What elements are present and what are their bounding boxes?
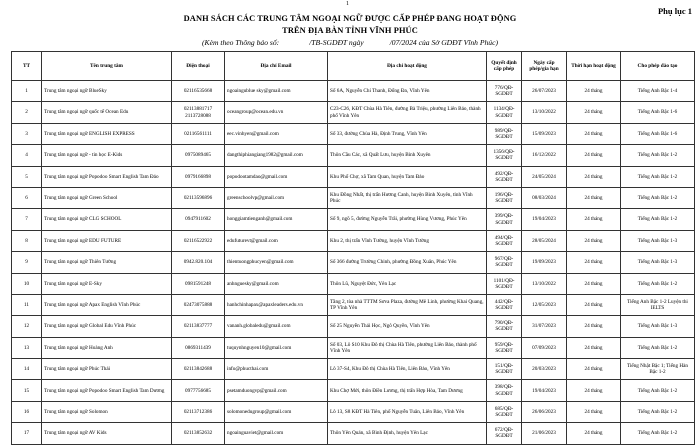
cell-date: 16/12/2022 — [522, 145, 567, 166]
cell-tt: 16 — [12, 401, 42, 422]
document-title-line2: TRÊN ĐỊA BÀN TỈNH VĨNH PHÚC — [282, 26, 418, 35]
table-row — [12, 423, 695, 444]
cell-duration: 24 tháng — [567, 230, 621, 251]
cell-duration: 24 tháng — [567, 102, 621, 123]
cell-phone: 02116561111 — [172, 123, 225, 144]
cell-decision: 196/QĐ-SGDĐT — [487, 187, 522, 208]
cell-email: psetamduongvp@gmail.com — [225, 380, 328, 401]
cell-duration: 24 tháng — [567, 187, 621, 208]
cell-email: greenschoolvp@gmail.com — [225, 187, 328, 208]
cell-name: Trung tâm ngoại ngữ Green School — [42, 187, 172, 208]
cell-name: Trung tâm ngoại ngữ BlueSky — [42, 81, 172, 102]
cell-duration: 24 tháng — [567, 273, 621, 294]
table-row — [12, 230, 695, 251]
cell-program: Tiếng Anh Bậc 1-2 — [621, 401, 695, 422]
cell-email: info@phucthai.com — [225, 359, 328, 380]
cell-tt: 7 — [12, 209, 42, 230]
cell-tt: 9 — [12, 252, 42, 273]
cell-tt: 5 — [12, 166, 42, 187]
header-name: Tên trung tâm — [42, 52, 172, 81]
cell-name: Trung tâm ngoại ngữ Thiên Tường — [42, 252, 172, 273]
cell-phone: 02113712386 — [172, 401, 225, 422]
header-email: Địa chỉ Email — [225, 52, 328, 81]
cell-duration: 24 tháng — [567, 337, 621, 358]
cell-tt: 14 — [12, 359, 42, 380]
table-row — [12, 145, 695, 166]
cell-address: Khu 2, thị trấn Vĩnh Tường, huyện Vĩnh Tường — [328, 230, 487, 251]
cell-email: honggiamtienganh@gmail.com — [225, 209, 328, 230]
cell-address: Số 9, ngõ 5, đường Nguyễn Trãi, phường Hùng Vương, Phúc Yên — [328, 209, 487, 230]
cell-date: 15/09/2023 — [522, 123, 567, 144]
cell-program: Tiếng Anh Bậc 1-2 — [621, 209, 695, 230]
table-row — [12, 359, 695, 380]
header-phone: Điện thoại — [172, 52, 225, 81]
cell-tt: 17 — [12, 423, 42, 444]
cell-date: 13/10/2022 — [522, 273, 567, 294]
cell-program: Tiếng Anh Bậc 1-3 — [621, 316, 695, 337]
cell-name: Trung tâm ngoại ngữ Popodoo Smart English Tam Đảo — [42, 166, 172, 187]
cell-decision: 1101/QĐ-SGDĐT — [487, 273, 522, 294]
cell-name: Trung tâm ngoại ngữ CLG SCHOOL — [42, 209, 172, 230]
cell-email: vananh.globaledu@gmail.com — [225, 316, 328, 337]
subtitle-part1: (Kèm theo Thông báo số: — [201, 38, 280, 47]
cell-program: Tiếng Anh Bậc 1-6 — [621, 123, 695, 144]
cell-tt: 3 — [12, 123, 42, 144]
header-address: Địa chỉ hoạt động — [328, 52, 487, 81]
cell-date: 12/05/2023 — [522, 294, 567, 315]
cell-program: Tiếng Anh Bậc 1-6 — [621, 102, 695, 123]
cell-date: 26/06/2023 — [522, 401, 567, 422]
cell-name: Trung tâm ngoại ngữ Global Edu Vĩnh Phúc — [42, 316, 172, 337]
cell-address: Số 03, Lô S10 Khu Đô thị Chùa Hà Tiên, phường Liên Bảo, thành phố Vĩnh Yên — [328, 337, 487, 358]
table-row — [12, 166, 695, 187]
cell-decision: 1356/QĐ-SGDĐT — [487, 145, 522, 166]
cell-address: Thôn Cầu Các, xã Quất Lưu, huyện Bình Xuyên — [328, 145, 487, 166]
cell-program: Tiếng Anh Bậc 1-2 — [621, 273, 695, 294]
cell-decision: 989/QĐ-SGDĐT — [487, 123, 522, 144]
cell-duration: 24 tháng — [567, 123, 621, 144]
cell-date: 08/03/2024 — [522, 187, 567, 208]
cell-address: C23-C26, KĐT Chùa Hà Tiên, đường Bà Triệu, phường Liên Bảo, thành phố Vĩnh Yên — [328, 102, 487, 123]
cell-date: 28/05/2024 — [522, 230, 567, 251]
table-row — [12, 209, 695, 230]
cell-duration: 24 tháng — [567, 81, 621, 102]
cell-date: 07/09/2023 — [522, 337, 567, 358]
table-row — [12, 316, 695, 337]
cell-program: Tiếng Anh Bậc 1-2 — [621, 423, 695, 444]
cell-phone: 0975089465 — [172, 145, 225, 166]
cell-email: thientuongphucyen@gmail.com — [225, 252, 328, 273]
cell-address: Thôn Yên Quán, xã Bình Định, huyện Yên Lạc — [328, 423, 487, 444]
cell-name: Trung tâm ngoại ngữ - tin học E-Kids — [42, 145, 172, 166]
cell-phone: 02113842688 — [172, 359, 225, 380]
cell-date: 26/07/2023 — [522, 81, 567, 102]
cell-address: Số 25 Nguyễn Thái Học, Ngô Quyền, Vĩnh Yên — [328, 316, 487, 337]
cell-name: Trung tâm ngoại ngữ Phúc Thái — [42, 359, 172, 380]
document-subtitle — [0, 38, 700, 47]
cell-program: Tiếng Anh Bậc 1-3 — [621, 230, 695, 251]
cell-date: 24/05/2024 — [522, 166, 567, 187]
cell-tt: 8 — [12, 230, 42, 251]
header-tt: TT — [12, 52, 42, 81]
cell-email: eec.vinhyen@gmail.com — [225, 123, 328, 144]
header-decision: Quyết định cấp phép — [487, 52, 522, 81]
subtitle-part2: /TB-SGDĐT ngày — [309, 38, 364, 47]
cell-tt: 10 — [12, 273, 42, 294]
cell-duration: 24 tháng — [567, 359, 621, 380]
cell-tt: 4 — [12, 145, 42, 166]
cell-email: oceangroup@ocean.edu.vn — [225, 102, 328, 123]
cell-tt: 13 — [12, 337, 42, 358]
cell-program: Tiếng Anh Bậc 1-2 — [621, 380, 695, 401]
table-row — [12, 123, 695, 144]
cell-address: Số 366 đường Trường Chinh, phường Đồng Xuân, Phúc Yên — [328, 252, 487, 273]
cell-date: 19/04/2023 — [522, 209, 567, 230]
cell-duration: 24 tháng — [567, 166, 621, 187]
cell-email: tuquynhnguyen10@gmail.com — [225, 337, 328, 358]
cell-name: Trung tâm ngoại ngữ E-Sky — [42, 273, 172, 294]
cell-phone: 02113596896 — [172, 187, 225, 208]
cell-phone: 0977756685 — [172, 380, 225, 401]
cell-decision: 442/QĐ-SGDĐT — [487, 294, 522, 315]
cell-tt: 15 — [12, 380, 42, 401]
cell-program: Tiếng Anh Bậc 1-2 — [621, 337, 695, 358]
cell-address: Số 6A, Nguyễn Chí Thanh, Đống Đa, Vĩnh Yên — [328, 81, 487, 102]
table-row — [12, 81, 695, 102]
cell-program: Tiếng Anh Bậc 1-3 — [621, 252, 695, 273]
cell-decision: 492/QĐ-SGDĐT — [487, 166, 522, 187]
table-row — [12, 294, 695, 315]
cell-tt: 2 — [12, 102, 42, 123]
cell-address: Lô 13, S8 KĐT Hà Tiên, phố Nguyễn Tuân, Liên Bảo, Vĩnh Yên — [328, 401, 487, 422]
cell-phone: 0979166898 — [172, 166, 225, 187]
cell-program: Tiếng Anh Bậc 1-2 — [621, 166, 695, 187]
subtitle-part3: /07/2024 của Sở GDĐT Vĩnh Phúc) — [389, 38, 499, 47]
cell-phone: 0947911602 — [172, 209, 225, 230]
cell-address: Số 33, đường Chùa Hà, Định Trung, Vĩnh Yên — [328, 123, 487, 144]
cell-decision: 672/QĐ-SGDĐT — [487, 423, 522, 444]
header-duration: Thời hạn hoạt động — [567, 52, 621, 81]
cell-phone: 02113881717 2113728088 — [172, 102, 225, 123]
cell-program: Tiếng Anh Bậc 1-2 Luyện thi IELTS — [621, 294, 695, 315]
cell-decision: 967/QĐ-SGDĐT — [487, 252, 522, 273]
cell-decision: 399/QĐ-SGDĐT — [487, 209, 522, 230]
table-row — [12, 273, 695, 294]
cell-decision: 494/QĐ-SGDĐT — [487, 230, 522, 251]
cell-program: Tiếng Anh Bậc 1-2 — [621, 145, 695, 166]
cell-date: 20/03/2023 — [522, 359, 567, 380]
cell-phone: 02113837777 — [172, 316, 225, 337]
cell-program: Tiếng Nhật Bậc 1; Tiếng Hàn Bậc 1-2 — [621, 359, 695, 380]
table-row — [12, 187, 695, 208]
cell-decision: 959/QĐ-SGDĐT — [487, 337, 522, 358]
cell-name: Trung tâm ngoại ngữ quốc tế Ocean Edu — [42, 102, 172, 123]
cell-name: Trung tâm ngoại ngữ Apax English Vĩnh Phúc — [42, 294, 172, 315]
cell-date: 19/04/2023 — [522, 380, 567, 401]
cell-decision: 1134/QĐ-SGDĐT — [487, 102, 522, 123]
cell-phone: 0981591248 — [172, 273, 225, 294]
cell-date: 13/10/2022 — [522, 102, 567, 123]
table-row — [12, 102, 695, 123]
cell-email: anhnguesky@gmail.com — [225, 273, 328, 294]
cell-name: Trung tâm ngoại ngữ Popodoo Smart English Tam Dương — [42, 380, 172, 401]
cell-name: Trung tâm ngoại ngữ ENGLISH EXPRESS — [42, 123, 172, 144]
cell-name: Trung tâm ngoại ngữ Hoàng Anh — [42, 337, 172, 358]
cell-address: Lô 37-S4, Khu Đô thị Chùa Hà Tiên, Liên Bảo, Vĩnh Yên — [328, 359, 487, 380]
table-row — [12, 380, 695, 401]
cell-decision: 398/QĐ-SGDĐT — [487, 380, 522, 401]
table-header-row — [12, 52, 695, 81]
appendix-label: Phụ lục 1 — [657, 6, 692, 16]
cell-date: 31/07/2023 — [522, 316, 567, 337]
cell-email: ngoaingublue sky@gmail.com — [225, 81, 328, 102]
cell-name: Trung tâm ngoại ngữ AV Kids — [42, 423, 172, 444]
table-row — [12, 337, 695, 358]
cell-duration: 24 tháng — [567, 401, 621, 422]
cell-date: 19/09/2023 — [522, 252, 567, 273]
cell-phone: 0942.820.104 — [172, 252, 225, 273]
cell-phone: 02473075888 — [172, 294, 225, 315]
cell-email: edufuturevt@gmail.com — [225, 230, 328, 251]
header-date: Ngày cấp phép/gia hạn — [522, 52, 567, 81]
cell-program: Tiếng Anh Bậc 1-2 — [621, 187, 695, 208]
cell-phone: 02113852632 — [172, 423, 225, 444]
cell-decision: 685/QĐ-SGDĐT — [487, 401, 522, 422]
cell-email: ngoainguaviet@gmail.com — [225, 423, 328, 444]
cell-email: hanhchinhapax@apaxleaders.edu.vn — [225, 294, 328, 315]
cell-email: popodootamdao@gmail.com — [225, 166, 328, 187]
cell-address: Tầng 2, tòa nhà TTTM Sơva Plaza, đường Mê Linh, phường Khai Quang, TP Vĩnh Yên — [328, 294, 487, 315]
cell-address: Khu Phố Chợ, xã Tam Quan, huyện Tam Đảo — [328, 166, 487, 187]
cell-program: Tiếng Anh Bậc 1-4 — [621, 81, 695, 102]
cell-tt: 6 — [12, 187, 42, 208]
document-title-line1: DANH SÁCH CÁC TRUNG TÂM NGOẠI NGỮ ĐƯỢC CẤP PHÉP ĐANG HOẠT ĐỘNG — [183, 14, 517, 23]
cell-phone: 0869311439 — [172, 337, 225, 358]
centers-table — [11, 51, 695, 445]
cell-address: Khu Đồng Nhất, thị trấn Hương Canh, huyện Bình Xuyên, tỉnh Vĩnh Phúc — [328, 187, 487, 208]
cell-email: solomonedugroup@gmail.com — [225, 401, 328, 422]
cell-tt: 1 — [12, 81, 42, 102]
table-row — [12, 252, 695, 273]
cell-decision: 790/QĐ-SGDĐT — [487, 316, 522, 337]
cell-tt: 11 — [12, 294, 42, 315]
page-number: 1 — [346, 1, 349, 7]
cell-name: Trung tâm ngoại ngữ EDU FUTURE — [42, 230, 172, 251]
cell-duration: 24 tháng — [567, 423, 621, 444]
cell-phone: 02116535668 — [172, 81, 225, 102]
cell-name: Trung tâm ngoại ngữ Solomon — [42, 401, 172, 422]
cell-date: 21/06/2023 — [522, 423, 567, 444]
cell-email: dangthiphiangiang1982@gmail.com — [225, 145, 328, 166]
cell-duration: 24 tháng — [567, 316, 621, 337]
cell-address: Thôn Lũ, Nguyệt Đức, Yên Lạc — [328, 273, 487, 294]
cell-duration: 24 tháng — [567, 209, 621, 230]
cell-tt: 12 — [12, 316, 42, 337]
cell-duration: 24 tháng — [567, 145, 621, 166]
header-program: Cho phép đào tạo — [621, 52, 695, 81]
cell-duration: 24 tháng — [567, 294, 621, 315]
cell-address: Khu Chợ Mới, thôn Điền Lương, thị trấn Hợp Hòa, Tam Dương — [328, 380, 487, 401]
cell-decision: 776/QĐ-SGDĐT — [487, 81, 522, 102]
cell-duration: 24 tháng — [567, 252, 621, 273]
table-row — [12, 401, 695, 422]
cell-phone: 02116522922 — [172, 230, 225, 251]
cell-decision: 151/QĐ-SGDĐT — [487, 359, 522, 380]
cell-duration: 24 tháng — [567, 380, 621, 401]
table-body — [12, 81, 695, 445]
